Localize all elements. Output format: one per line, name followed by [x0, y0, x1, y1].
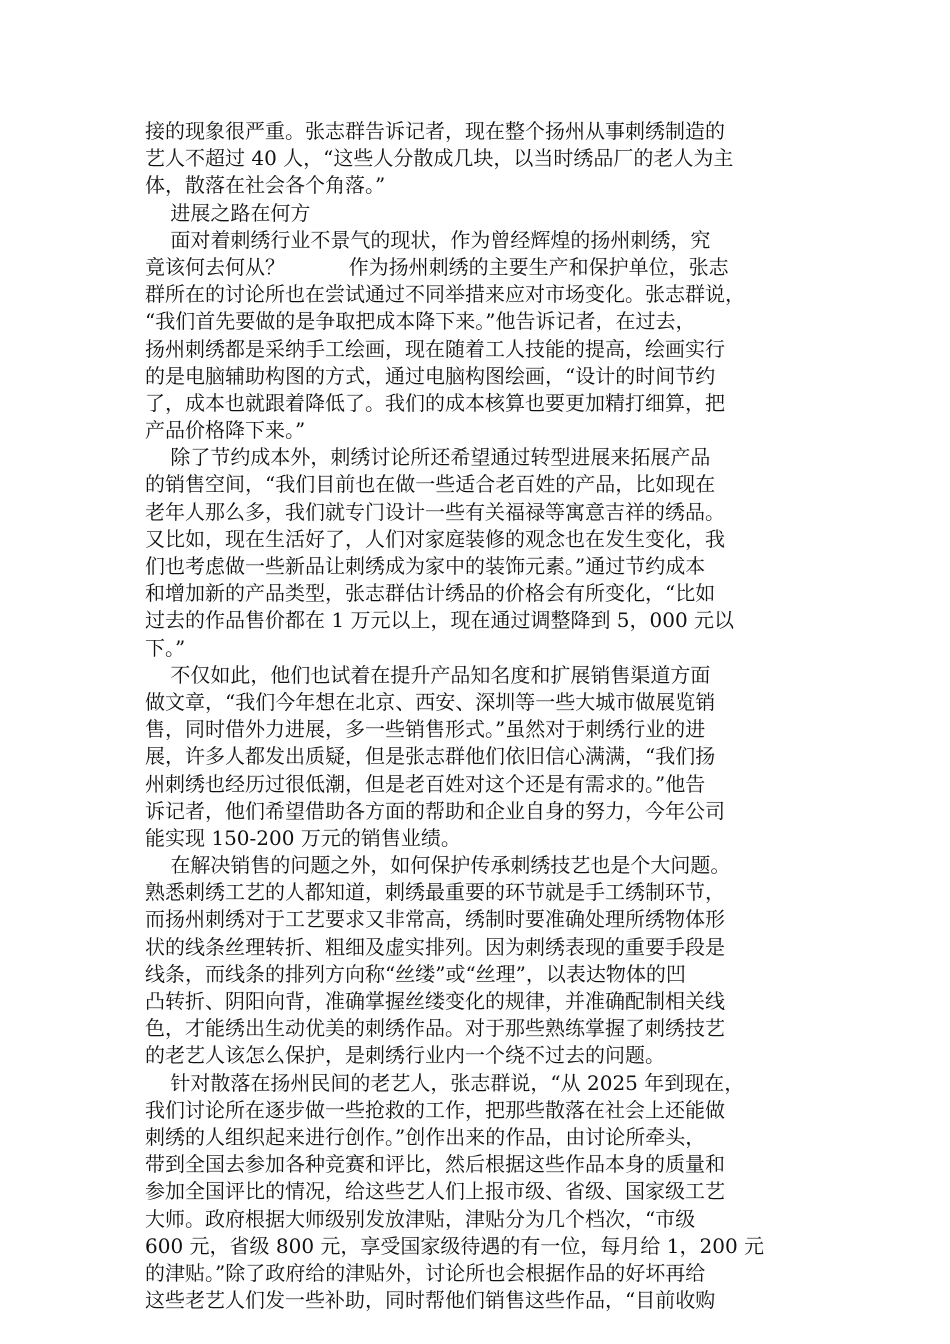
text-line: 进展之路在何方 [145, 200, 311, 225]
text-line: 接的现象很严重。张志群告诉记者，现在整个扬州从事刺绣制造的 [145, 119, 725, 143]
text-line: 艺人不超过 40 人，“这些人分散成几块，以当时绣品厂的老人为主 [145, 146, 734, 171]
text-line: 产品价格降下来。” [145, 418, 306, 443]
text-line: 扬州刺绣都是采纳手工绘画，现在随着工人技能的提高，绘画实行 [145, 336, 725, 361]
text-line: 过去的作品售价都在 1 万元以上，现在通过调整降到 5，000 元以 [145, 608, 735, 633]
text-line: 体，散落在社会各个角落。” [145, 173, 386, 198]
text-line: 的是电脑辅助构图的方式，通过电脑构图绘画，“设计的时间节约 [145, 363, 716, 388]
text-line: 做文章，“我们今年想在北京、西安、深圳等一些大城市做展览销 [145, 689, 716, 714]
text-line: 刺绣的人组织起来进行创作。”创作出来的作品，由讨论所牵头， [145, 1124, 706, 1149]
text-line: 熟悉刺绣工艺的人都知道，刺绣最重要的环节就是手工绣制环节， [145, 880, 725, 905]
text-line: 我们讨论所在逐步做一些抢救的工作，把那些散落在社会上还能做 [145, 1097, 725, 1122]
text-line: 这些老艺人们发一些补助，同时帮他们销售这些作品，“目前收购 [145, 1288, 716, 1313]
text-line: 大师。政府根据大师级别发放津贴，津贴分为几个档次，“市级 [145, 1206, 696, 1231]
text-line: 老年人那么多，我们就专门设计一些有关福禄等寓意吉祥的绣品。 [145, 499, 725, 524]
text-line: 又比如，现在生活好了，人们对家庭装修的观念也在发生变化，我 [145, 526, 725, 551]
text-line: 线条，而线条的排列方向称“丝缕”或“丝理”，以表达物体的凹 [145, 961, 686, 986]
text-line: 参加全国评比的情况，给这些艺人们上报市级、省级、国家级工艺 [145, 1179, 725, 1204]
text-line: 针对散落在扬州民间的老艺人，张志群说，“从 2025 年到现在， [145, 1070, 745, 1095]
text-line: 的老艺人该怎么保护，是刺绣行业内一个绕不过去的问题。 [145, 1043, 665, 1068]
text-line: 面对着刺绣行业不景气的现状，作为曾经辉煌的扬州刺绣，究 [145, 227, 711, 252]
text-line: 状的线条丝理转折、粗细及虚实排列。因为刺绣表现的重要手段是 [145, 934, 725, 959]
text-line: 的津贴。”除了政府给的津贴外，讨论所也会根据作品的好坏再给 [145, 1260, 706, 1285]
text-line: 售，同时借外力进展，多一些销售形式。”虽然对于刺绣行业的进 [145, 717, 706, 742]
text-line: 诉记者，他们希望借助各方面的帮助和企业自身的努力，今年公司 [145, 798, 725, 823]
text-line: 凸转折、阴阳向背，准确掌握丝缕变化的规律，并准确配制相关线 [145, 989, 725, 1013]
text-line: 在解决销售的问题之外，如何保护传承刺绣技艺也是个大问题。 [145, 853, 731, 878]
text-line: 而扬州刺绣对于工艺要求又非常高，绣制时要准确处理所绣物体形 [145, 907, 725, 932]
text-line: 600 元，省级 800 元，享受国家级待遇的有一位，每月给 1，200 元 [145, 1233, 765, 1258]
text-line: 色，才能绣出生动优美的刺绣作品。对于那些熟练掌握了刺绣技艺 [145, 1016, 725, 1041]
text-line: 展，许多人都发出质疑，但是张志群他们依旧信心满满，“我们扬 [145, 744, 716, 769]
text-line: 不仅如此，他们也试着在提升产品知名度和扩展销售渠道方面 [145, 662, 711, 687]
text-line: 带到全国去参加各种竞赛和评比，然后根据这些作品本身的质量和 [145, 1152, 725, 1177]
text-line: 竟该何去何从？ 作为扬州刺绣的主要生产和保护单位，张志 [145, 254, 729, 279]
text-line: 了，成本也就跟着降低了。我们的成本核算也要更加精打细算，把 [145, 390, 725, 415]
text-line: 州刺绣也经历过很低潮，但是老百姓对这个还是有需求的。”他告 [145, 771, 706, 796]
text-line: 群所在的讨论所也在尝试通过不同举措来应对市场变化。张志群说， [145, 282, 745, 307]
text-line: 的销售空间，“我们目前也在做一些适合老百姓的产品，比如现在 [145, 472, 716, 497]
text-line: 和增加新的产品类型，张志群估计绣品的价格会有所变化，“比如 [145, 581, 716, 606]
text-line: 能实现 150-200 万元的销售业绩。 [145, 825, 461, 850]
text-line: 除了节约成本外，刺绣讨论所还希望通过转型进展来拓展产品 [145, 445, 711, 470]
text-line: “我们首先要做的是争取把成本降下来。”他告诉记者，在过去， [145, 309, 696, 334]
text-line: 们也考虑做一些新品让刺绣成为家中的装饰元素。”通过节约成本 [145, 554, 706, 578]
document-body [145, 118, 817, 1314]
text-line: 下。” [145, 635, 186, 660]
